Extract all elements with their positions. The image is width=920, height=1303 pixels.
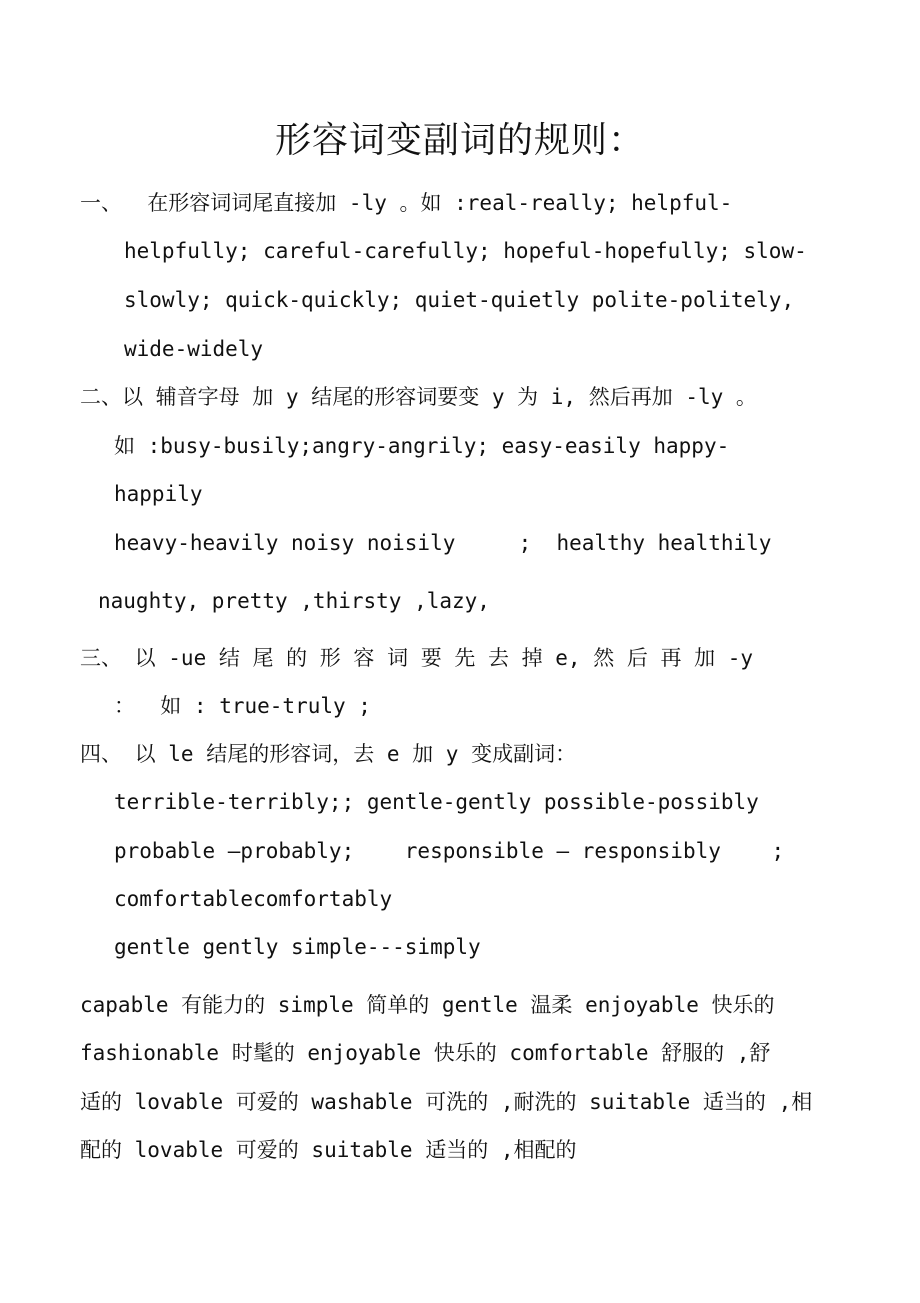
page-title: 形容词变副词的规则： bbox=[274, 120, 645, 161]
rule-2-line-1: 二、以 辅音字母 加 y 结尾的形容词要变 y 为 i, 然后再加 -ly 。 bbox=[80, 385, 757, 409]
vocab-line-3: 适的 lovable 可爱的 washable 可洗的 ,耐洗的 suitable 适当的 ,相 bbox=[80, 1090, 813, 1114]
rule-3-line-2: ： 如 : true-truly ; bbox=[114, 694, 371, 718]
rule-4-line-4: comfortablecomfortably bbox=[114, 887, 393, 911]
rule-1-line-1: 一、 在形容词词尾直接加 -ly 。如 :real-really; helpful- bbox=[80, 191, 733, 215]
rule-2-line-4: heavy-heavily noisy noisily ; healthy healthily bbox=[114, 531, 772, 555]
rule-1-line-4: wide-widely bbox=[124, 337, 264, 361]
rule-2-line-2: 如 :busy-busily;angry-angrily; easy-easily happy- bbox=[114, 434, 730, 458]
rule-3-line-1: 三、 以 -ue 结 尾 的 形 容 词 要 先 去 掉 e, 然 后 再 加 -y bbox=[80, 646, 754, 670]
rule-1-line-2: helpfully; careful-carefully; hopeful-hopefully; slow- bbox=[124, 239, 807, 263]
rule-1-line-3: slowly; quick-quickly; quiet-quietly polite-politely, bbox=[124, 288, 795, 312]
rule-2-line-5: naughty, pretty ,thirsty ,lazy, bbox=[98, 589, 490, 613]
rule-4-line-5: gentle gently simple---simply bbox=[114, 935, 481, 959]
rule-4-line-2: terrible-terribly;; gentle-gently possible-possibly bbox=[114, 790, 759, 814]
vocab-line-1: capable 有能力的 simple 简单的 gentle 温柔 enjoyable 快乐的 bbox=[80, 993, 775, 1017]
vocab-line-4: 配的 lovable 可爱的 suitable 适当的 ,相配的 bbox=[80, 1138, 577, 1162]
rule-4-line-1: 四、 以 le 结尾的形容词，去 e 加 y 变成副词： bbox=[80, 742, 577, 766]
rule-2-line-3: happily bbox=[114, 482, 203, 506]
rule-4-line-3: probable —probably; responsible — responsibly ; bbox=[114, 839, 785, 863]
vocab-line-2: fashionable 时髦的 enjoyable 快乐的 comfortable 舒服的 ,舒 bbox=[80, 1041, 771, 1065]
